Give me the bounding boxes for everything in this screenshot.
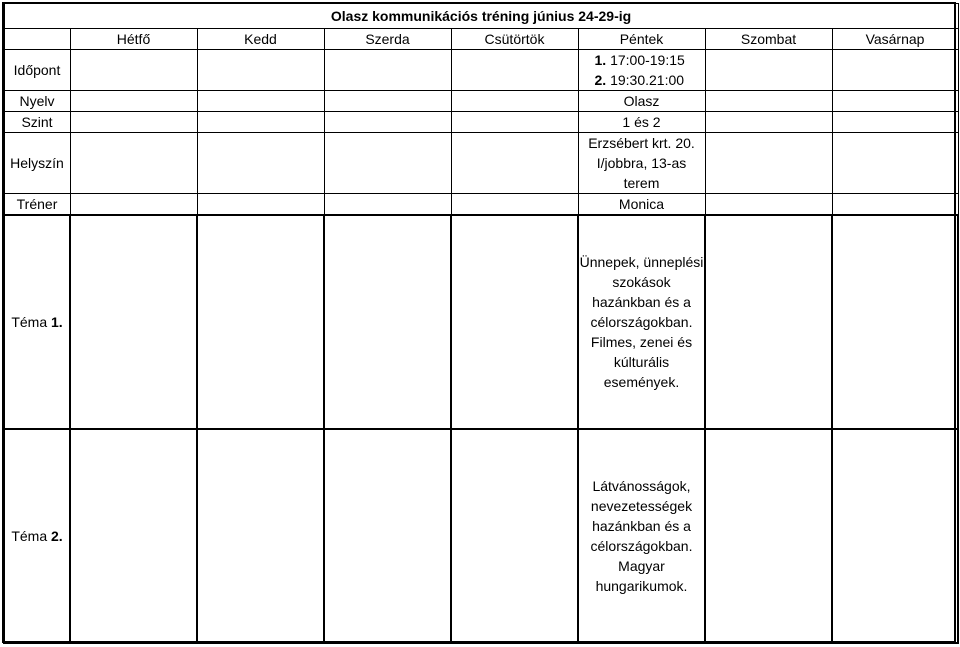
cell-time-mon [70,50,197,91]
cell-topic2-wed [324,429,451,643]
language-row [4,91,958,112]
cell-time-sun [832,50,958,91]
cell-lang-tue [197,91,324,112]
place-cell [578,133,705,194]
cell-lang-mon [70,91,197,112]
day-header-saturday: Szombat [705,29,832,50]
time-slot-1-text: 17:00-19:15 [606,52,685,68]
cell-time-sat [705,50,832,91]
time-slot-2 [579,70,705,90]
cell-topic1-tue [197,215,324,429]
cell-place-sun [832,133,958,194]
place-value: Erzsébert krt. 20. I/jobbra, 13-as terem [588,135,695,191]
cell-topic2-tue [197,429,324,643]
cell-topic2-sat [705,429,832,643]
cell-topic1-sun [832,215,958,429]
cell-topic1-thu [451,215,578,429]
topic1-label [4,215,70,429]
day-header-friday: Péntek [578,29,705,50]
topic1-label-prefix: Téma [11,314,51,330]
time-slot-1-number: 1. [594,52,607,68]
cell-trainer-mon [70,194,197,216]
time-slot-1 [579,50,705,70]
topic2-label [4,429,70,643]
topic1-value: Ünnepek, ünneplési szokások hazánkban és a célországokban. Filmes, zenei és kúlturális események. [579,254,704,390]
topic1-cell [578,215,705,429]
language-value: Olasz [578,91,705,112]
cell-trainer-thu [451,194,578,216]
page-title: Olasz kommunikációs tréning június 24-29-ig [4,4,958,29]
place-label: Helyszín [4,133,70,194]
cell-level-wed [324,112,451,133]
cell-trainer-sat [705,194,832,216]
cell-topic1-wed [324,215,451,429]
corner-cell [4,29,70,50]
level-label: Szint [4,112,70,133]
day-header-tuesday: Kedd [197,29,324,50]
time-slot-2-number: 2. [594,72,607,88]
topic2-label-prefix: Téma [11,528,51,544]
cell-topic2-thu [451,429,578,643]
level-row [4,112,958,133]
cell-topic2-sun [832,429,958,643]
cell-topic1-mon [70,215,197,429]
cell-time-wed [324,50,451,91]
cell-topic2-mon [70,429,197,643]
cell-place-sat [705,133,832,194]
cell-place-thu [451,133,578,194]
topic1-label-number: 1. [51,314,63,330]
level-value: 1 és 2 [578,112,705,133]
cell-place-mon [70,133,197,194]
time-slot-2-text: 19:30.21:00 [606,72,685,88]
day-header-sunday: Vasárnap [832,29,958,50]
language-label: Nyelv [4,91,70,112]
trainer-value: Monica [578,194,705,216]
cell-lang-thu [451,91,578,112]
cell-trainer-sun [832,194,958,216]
place-row [4,133,958,194]
trainer-row [4,194,958,216]
cell-level-sun [832,112,958,133]
cell-lang-sun [832,91,958,112]
cell-topic1-sat [705,215,832,429]
cell-time-fri [578,50,705,91]
cell-time-tue [197,50,324,91]
topic1-row [4,215,958,429]
time-row [4,50,958,91]
day-header-thursday: Csütörtök [451,29,578,50]
schedule-sheet [3,3,957,643]
day-header-monday: Hétfő [70,29,197,50]
cell-level-tue [197,112,324,133]
cell-lang-sat [705,91,832,112]
schedule-table [3,3,959,644]
cell-trainer-wed [324,194,451,216]
day-header-wednesday: Szerda [324,29,451,50]
cell-place-wed [324,133,451,194]
cell-place-tue [197,133,324,194]
topic2-label-number: 2. [51,528,63,544]
topic2-value: Látvánosságok, nevezetességek hazánkban és a célországokban. Magyar hungarikumok. [590,478,693,594]
cell-time-thu [451,50,578,91]
cell-level-sat [705,112,832,133]
topic2-row [4,429,958,643]
trainer-label: Tréner [4,194,70,216]
cell-trainer-tue [197,194,324,216]
cell-level-thu [451,112,578,133]
time-label: Időpont [4,50,70,91]
day-header-row [4,29,958,50]
cell-lang-wed [324,91,451,112]
cell-level-mon [70,112,197,133]
topic2-cell [578,429,705,643]
